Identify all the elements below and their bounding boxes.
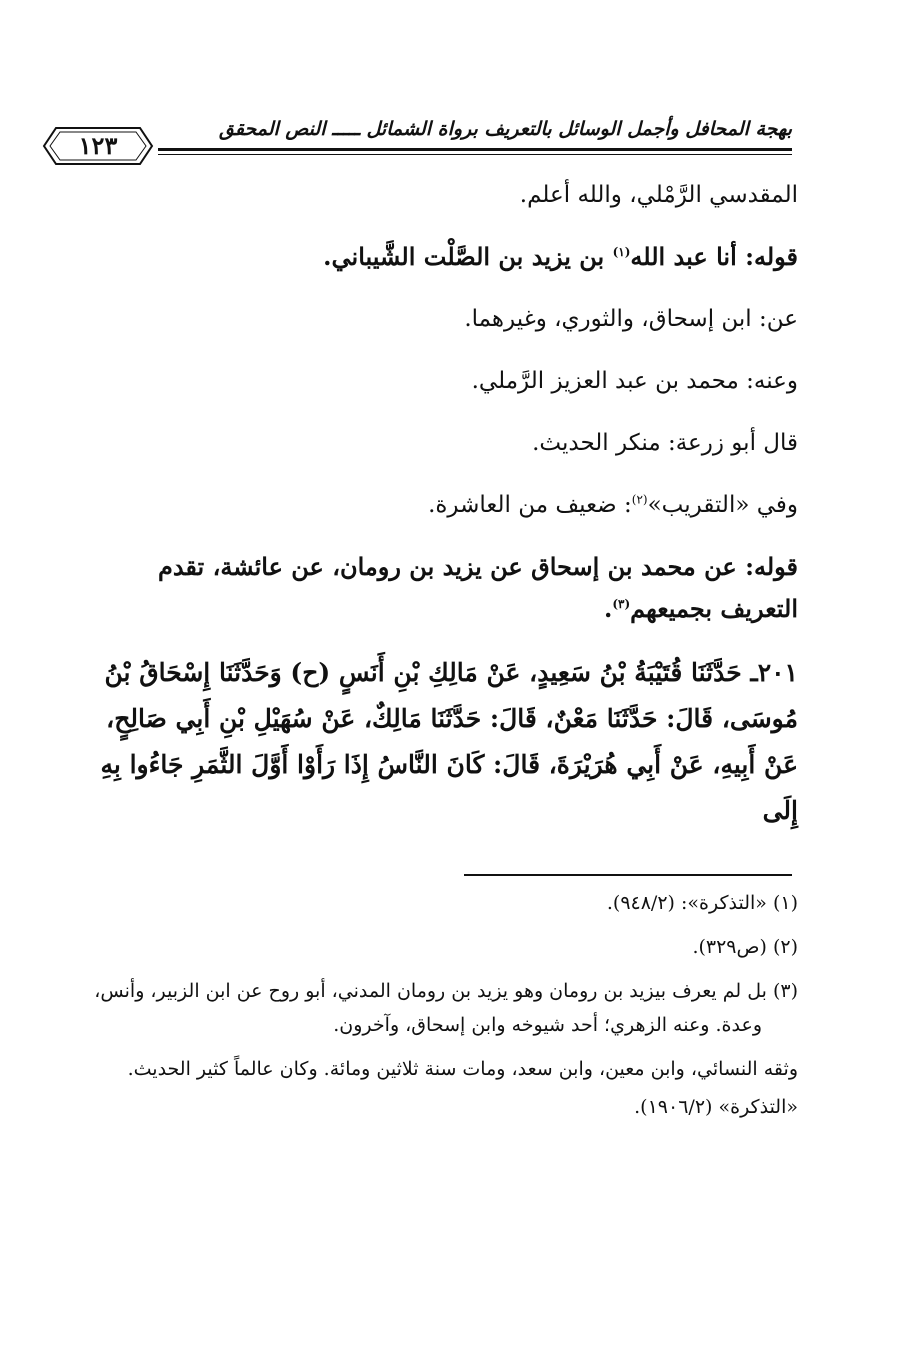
main-text xyxy=(78,174,798,854)
paragraph-3: عن: ابن إسحاق، والثوري، وغيرهما. xyxy=(464,306,798,332)
paragraph-2-lead: قوله: أنا عبد الله xyxy=(630,242,798,271)
footnote-separator xyxy=(464,874,792,876)
footnote-2: (٢) (ص٣٢٩). xyxy=(692,936,798,958)
footnote-1: (١) «التذكرة»: (٩٤٨/٢). xyxy=(606,892,798,914)
footnotes xyxy=(78,886,798,1134)
page-number-badge xyxy=(42,126,154,166)
page-header xyxy=(40,110,792,168)
paragraph-5: قال أبو زرعة: منكر الحديث. xyxy=(532,430,798,456)
paragraph-6 xyxy=(78,484,798,526)
header-rule-thick xyxy=(158,148,792,151)
footnote-ref-1: (١) xyxy=(612,245,631,259)
header-rule-thin xyxy=(158,154,792,155)
footnote-3-line-3: وثقه النسائي، وابن معين، وابن سعد، ومات سنة ثلاثين ومائة. وكان عالماً كثير الحديث. xyxy=(127,1058,798,1080)
footnote-3-line-4: «التذكرة» (١٩٠٦/٢). xyxy=(634,1096,798,1118)
paragraph-7-end: . xyxy=(603,594,613,623)
footnote-3-line-1: (٣) بل لم يعرف بيزيد بن رومان وهو يزيد بن رومان المدني، أبو روح عن ابن الزبير، وأنس، xyxy=(94,980,798,1002)
footnote-3-line-2: وعدة. وعنه الزهري؛ أحد شيوخه وابن إسحاق، وآخرون. xyxy=(333,1014,762,1036)
paragraph-6-lead: وفي «التقريب» xyxy=(647,492,798,518)
paragraph-7 xyxy=(78,546,798,630)
paragraph-4: وعنه: محمد بن عبد العزيز الرَّملي. xyxy=(471,368,798,394)
running-head: بهجة المحافل وأجمل الوسائل بالتعريف برواة الشمائل ـــــ النص المحقق xyxy=(219,118,792,140)
footnote-ref-3: (٣) xyxy=(612,597,631,611)
paragraph-2 xyxy=(78,236,798,278)
footnote-ref-2: (٢) xyxy=(631,492,648,507)
paragraph-7-text: قوله: عن محمد بن إسحاق عن يزيد بن رومان، عن عائشة، تقدم التعريف بجميعهم xyxy=(157,552,798,623)
hadith-text: ٢٠١ـ حَدَّثَنَا قُتَيْبَةُ بْنُ سَعِيدٍ، عَنْ مَالِكِ بْنِ أَنَسٍ (ح) وَحَدَّثَنَا إِسْحَاقُ بْنُ مُوسَى، قَالَ: حَدَّثَنَا مَعْنٌ، قَالَ: حَدَّثَنَا مَالِكٌ، عَنْ سُهَيْلِ بْنِ أَبِي صَالِحٍ، عَنْ أَبِيهِ، عَنْ أَبِي هُرَيْرَةَ، قَالَ: كَانَ النَّاسُ إِذَا رَأَوْا أَوَّلَ الثَّمَرِ جَاءُوا بِهِ إِلَى xyxy=(100,658,798,825)
paragraph-2-rest: بن يزيد بن الصَّلْت الشَّيباني. xyxy=(323,242,613,271)
paragraph-1: المقدسي الرَّمْلي، والله أعلم. xyxy=(519,182,798,208)
page-number: ١٢٣ xyxy=(78,131,118,160)
paragraph-6-rest: : ضعيف من العاشرة. xyxy=(428,492,632,518)
